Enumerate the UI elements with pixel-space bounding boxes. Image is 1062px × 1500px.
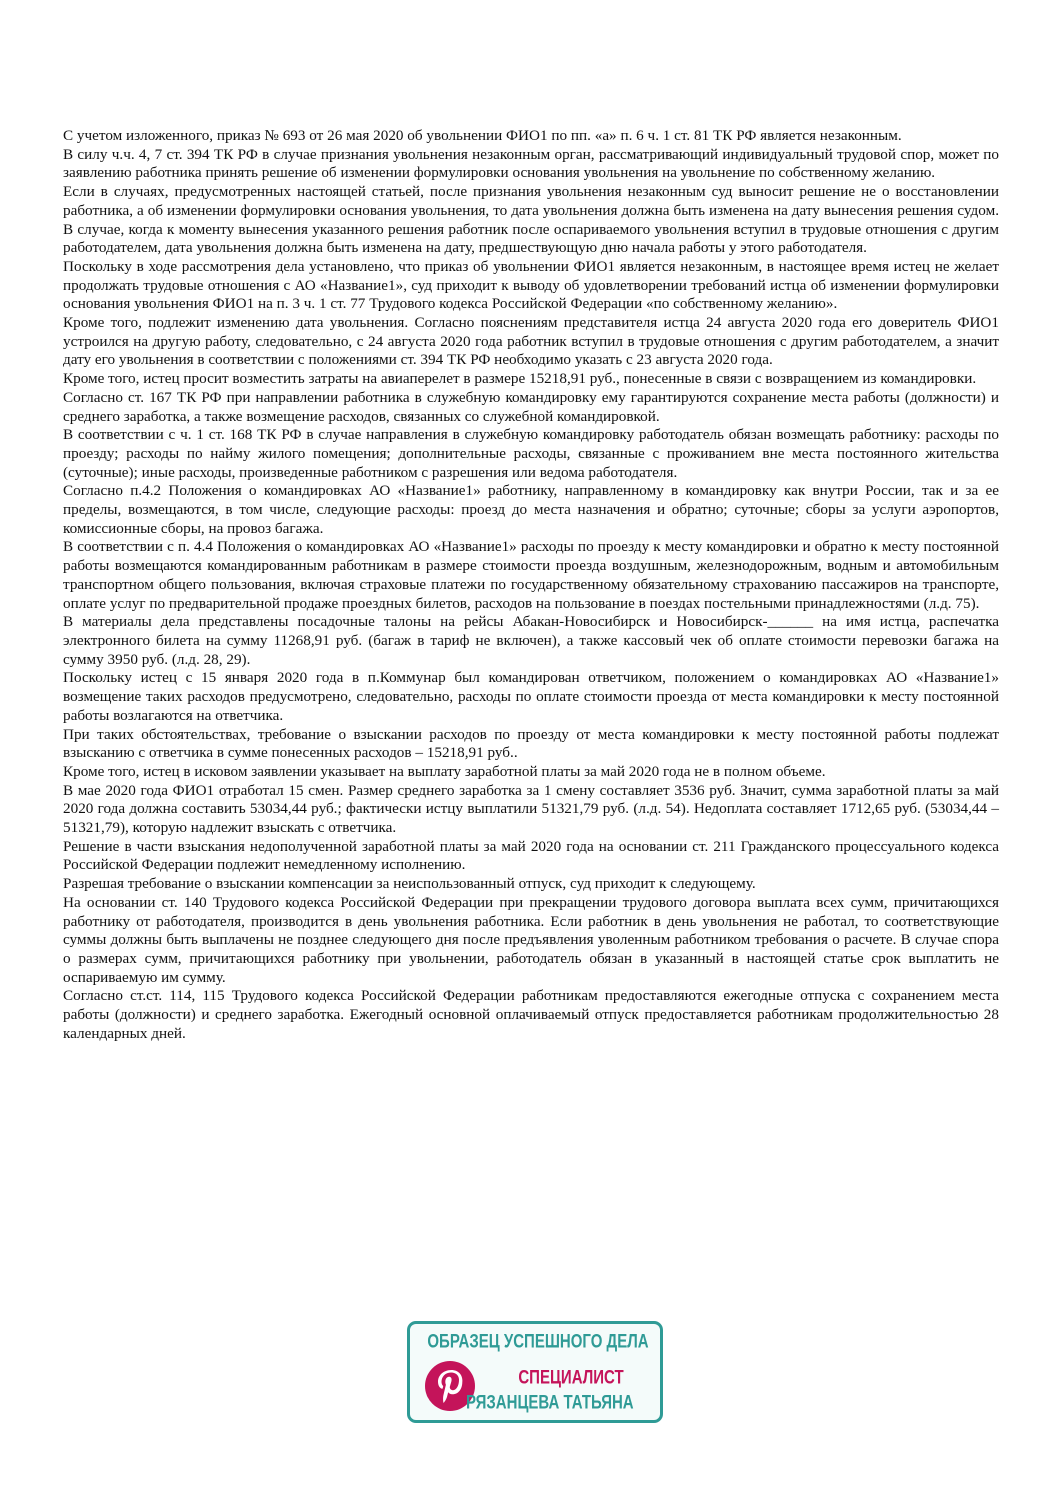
stamp-name: РЯЗАНЦЕВА ТАТЬЯНА (466, 1391, 634, 1414)
paragraph-19: Согласно ст.ст. 114, 115 Трудового кодекса Российской Федерации работникам предоставляются ежегодные отпуска с сохранением места работы (должности) и среднего заработка. Ежегодный основной оплачиваемый отпуск предоставляется работникам продолжительностью 28 календарных дней. (63, 987, 999, 1042)
paragraph-1: С учетом изложенного, приказ № 693 от 26 мая 2020 об увольнении ФИО1 по пп. «а» п. 6 ч. 1 ст. 81 ТК РФ является незаконным. (63, 127, 902, 144)
sample-case-stamp (407, 1321, 663, 1423)
paragraph-8: В соответствии с ч. 1 ст. 168 ТК РФ в случае направления в служебную командировку работодатель обязан возмещать работнику: расходы по проезду; расходы по найму жилого помещения; дополнительные расходы, связанные с проживанием вне места постоянного жительства (суточные); иные расходы, произведенные работником с разрешения или ведома работодателя. (63, 426, 999, 481)
paragraph-4: Поскольку в ходе рассмотрения дела установлено, что приказ об увольнении ФИО1 является незаконным, в настоящее время истец не желает продолжать трудовые отношения с АО «Название1», суд приходит к выводу об удовлетворении требований истца об изменении формулировки основания увольнения ФИО1 на п. 3 ч. 1 ст. 77 Трудового кодекса Российской Федерации «по собственному желанию». (63, 257, 999, 313)
stamp-specialist: СПЕЦИАЛИСТ (518, 1366, 624, 1389)
paragraph-15: В мае 2020 года ФИО1 отработал 15 смен. Размер среднего заработка за 1 смену составляет 3536 руб. Значит, сумма заработной платы за май 2020 года должна составить 53034,44 руб.; фактически истцу выплатили 51321,79 руб. (л.д. 54). Недоплата составляет 1712,65 руб. (53034,44 – 51321,79), которую надлежит взыскать с ответчика. (63, 781, 999, 837)
paragraph-13: При таких обстоятельствах, требование о взыскании расходов по проезду от места командировки к месту постоянной работы подлежат взысканию с ответчика в сумме понесенных расходов – 15218,91 руб.. (63, 725, 999, 762)
paragraph-16: Решение в части взыскания недополученной заработной платы за май 2020 года на основании ст. 211 Гражданского процессуального кодекса Российской Федерации подлежит немедленному исполнению. (63, 837, 999, 874)
paragraph-18: На основании ст. 140 Трудового кодекса Российской Федерации при прекращении трудового договора выплата всех сумм, причитающихся работнику от работодателя, производится в день увольнения работника. Если работник в день увольнения не работал, то соответствующие суммы должны быть выплачены не позднее следующего дня после предъявления уволенным работником требования о расчете. В случае спора о размерах сумм, причитающихся работнику при увольнении, работодатель обязан в указанный в настоящей статье срок выплатить не оспариваемую им сумму. (63, 893, 999, 986)
paragraph-12: Поскольку истец с 15 января 2020 года в п.Коммунар был командирован ответчиком, положением о командировках АО «Название1» возмещение таких расходов предусмотрено, следовательно, расходы по оплате стоимости проезда от места командировки к месту постоянной работы возлагаются на ответчика. (63, 669, 999, 724)
paragraph-7: Согласно ст. 167 ТК РФ при направлении работника в служебную командировку ему гарантируются сохранение места работы (должности) и среднего заработка, а также возмещение расходов, связанных со служебной командировкой. (63, 388, 999, 425)
paragraph-3: Если в случаях, предусмотренных настоящей статьей, после признания увольнения незаконным суд выносит решение не о восстановлении работника, а об изменении формулировки основания увольнения, то дата увольнения должна быть изменена на дату вынесения решения судом. В случае, когда к моменту вынесения указанного решения работник после оспариваемого увольнения вступил в трудовые отношения с другим работодателем, дата увольнения должна быть изменена на дату, предшествующую дню начала работы у этого работодателя. (63, 183, 999, 257)
paragraph-11: В материалы дела представлены посадочные талоны на рейсы Абакан-Новосибирск и Новосибирск-______ на имя истца, распечатка электронного билета на сумму 11268,91 руб. (багаж в тариф не включен), а также кассовый чек об оплате стоимости перевозки багажа на сумму 3950 руб. (л.д. 28, 29). (63, 613, 999, 668)
paragraph-9: Согласно п.4.2 Положения о командировках АО «Название1» работнику, направленному в командировку как внутри России, так и за ее пределы, возмещаются, в том числе, следующие расходы: проезд до места назначения и обратно; суточные; сборы за услуги аэропортов, комиссионные сборы, на провоз багажа. (63, 482, 999, 537)
paragraph-10: В соответствии с п. 4.4 Положения о командировках АО «Название1» расходы по проезду к месту командировки и обратно к месту постоянной работы возмещаются командированным работникам в размере стоимости проезда воздушным, железнодорожным, водным и автомобильным транспортном общего пользования, включая страховые платежи по государственному обязательному страхованию пассажиров на транспорте, оплате услуг по предварительной продаже проездных билетов, расходов на пользование в поездах постельными принадлежностями (л.д. 75). (63, 538, 999, 612)
paragraph-5: Кроме того, подлежит изменению дата увольнения. Согласно пояснениям представителя истца 24 августа 2020 года его доверитель ФИО1 устроился на другую работу, следовательно, с 24 августа 2020 года работник вступил в трудовые отношения с другим работодателем, а значит дату его увольнения в соответствии с положениями ст. 394 ТК РФ необходимо указать с 23 августа 2020 года. (63, 314, 999, 369)
stamp-title: ОБРАЗЕЦ УСПЕШНОГО ДЕЛА (427, 1330, 649, 1353)
paragraph-6: Кроме того, истец просит возместить затраты на авиаперелет в размере 15218,91 руб., понесенные в связи с возвращением из командировки. (63, 370, 977, 388)
paragraph-14: Кроме того, истец в исковом заявлении указывает на выплату заработной платы за май 2020 года не в полном объеме. (63, 762, 826, 780)
paragraph-2: В силу ч.ч. 4, 7 ст. 394 ТК РФ в случае признания увольнения незаконным орган, рассматривающий индивидуальный трудовой спор, может по заявлению работника принять решение об изменении формулировки основания увольнения на увольнение по собственному желанию. (63, 145, 999, 182)
paragraph-17: Разрешая требование о взыскании компенсации за неиспользованный отпуск, суд приходит к следующему. (63, 875, 756, 893)
document-body (63, 127, 999, 1043)
